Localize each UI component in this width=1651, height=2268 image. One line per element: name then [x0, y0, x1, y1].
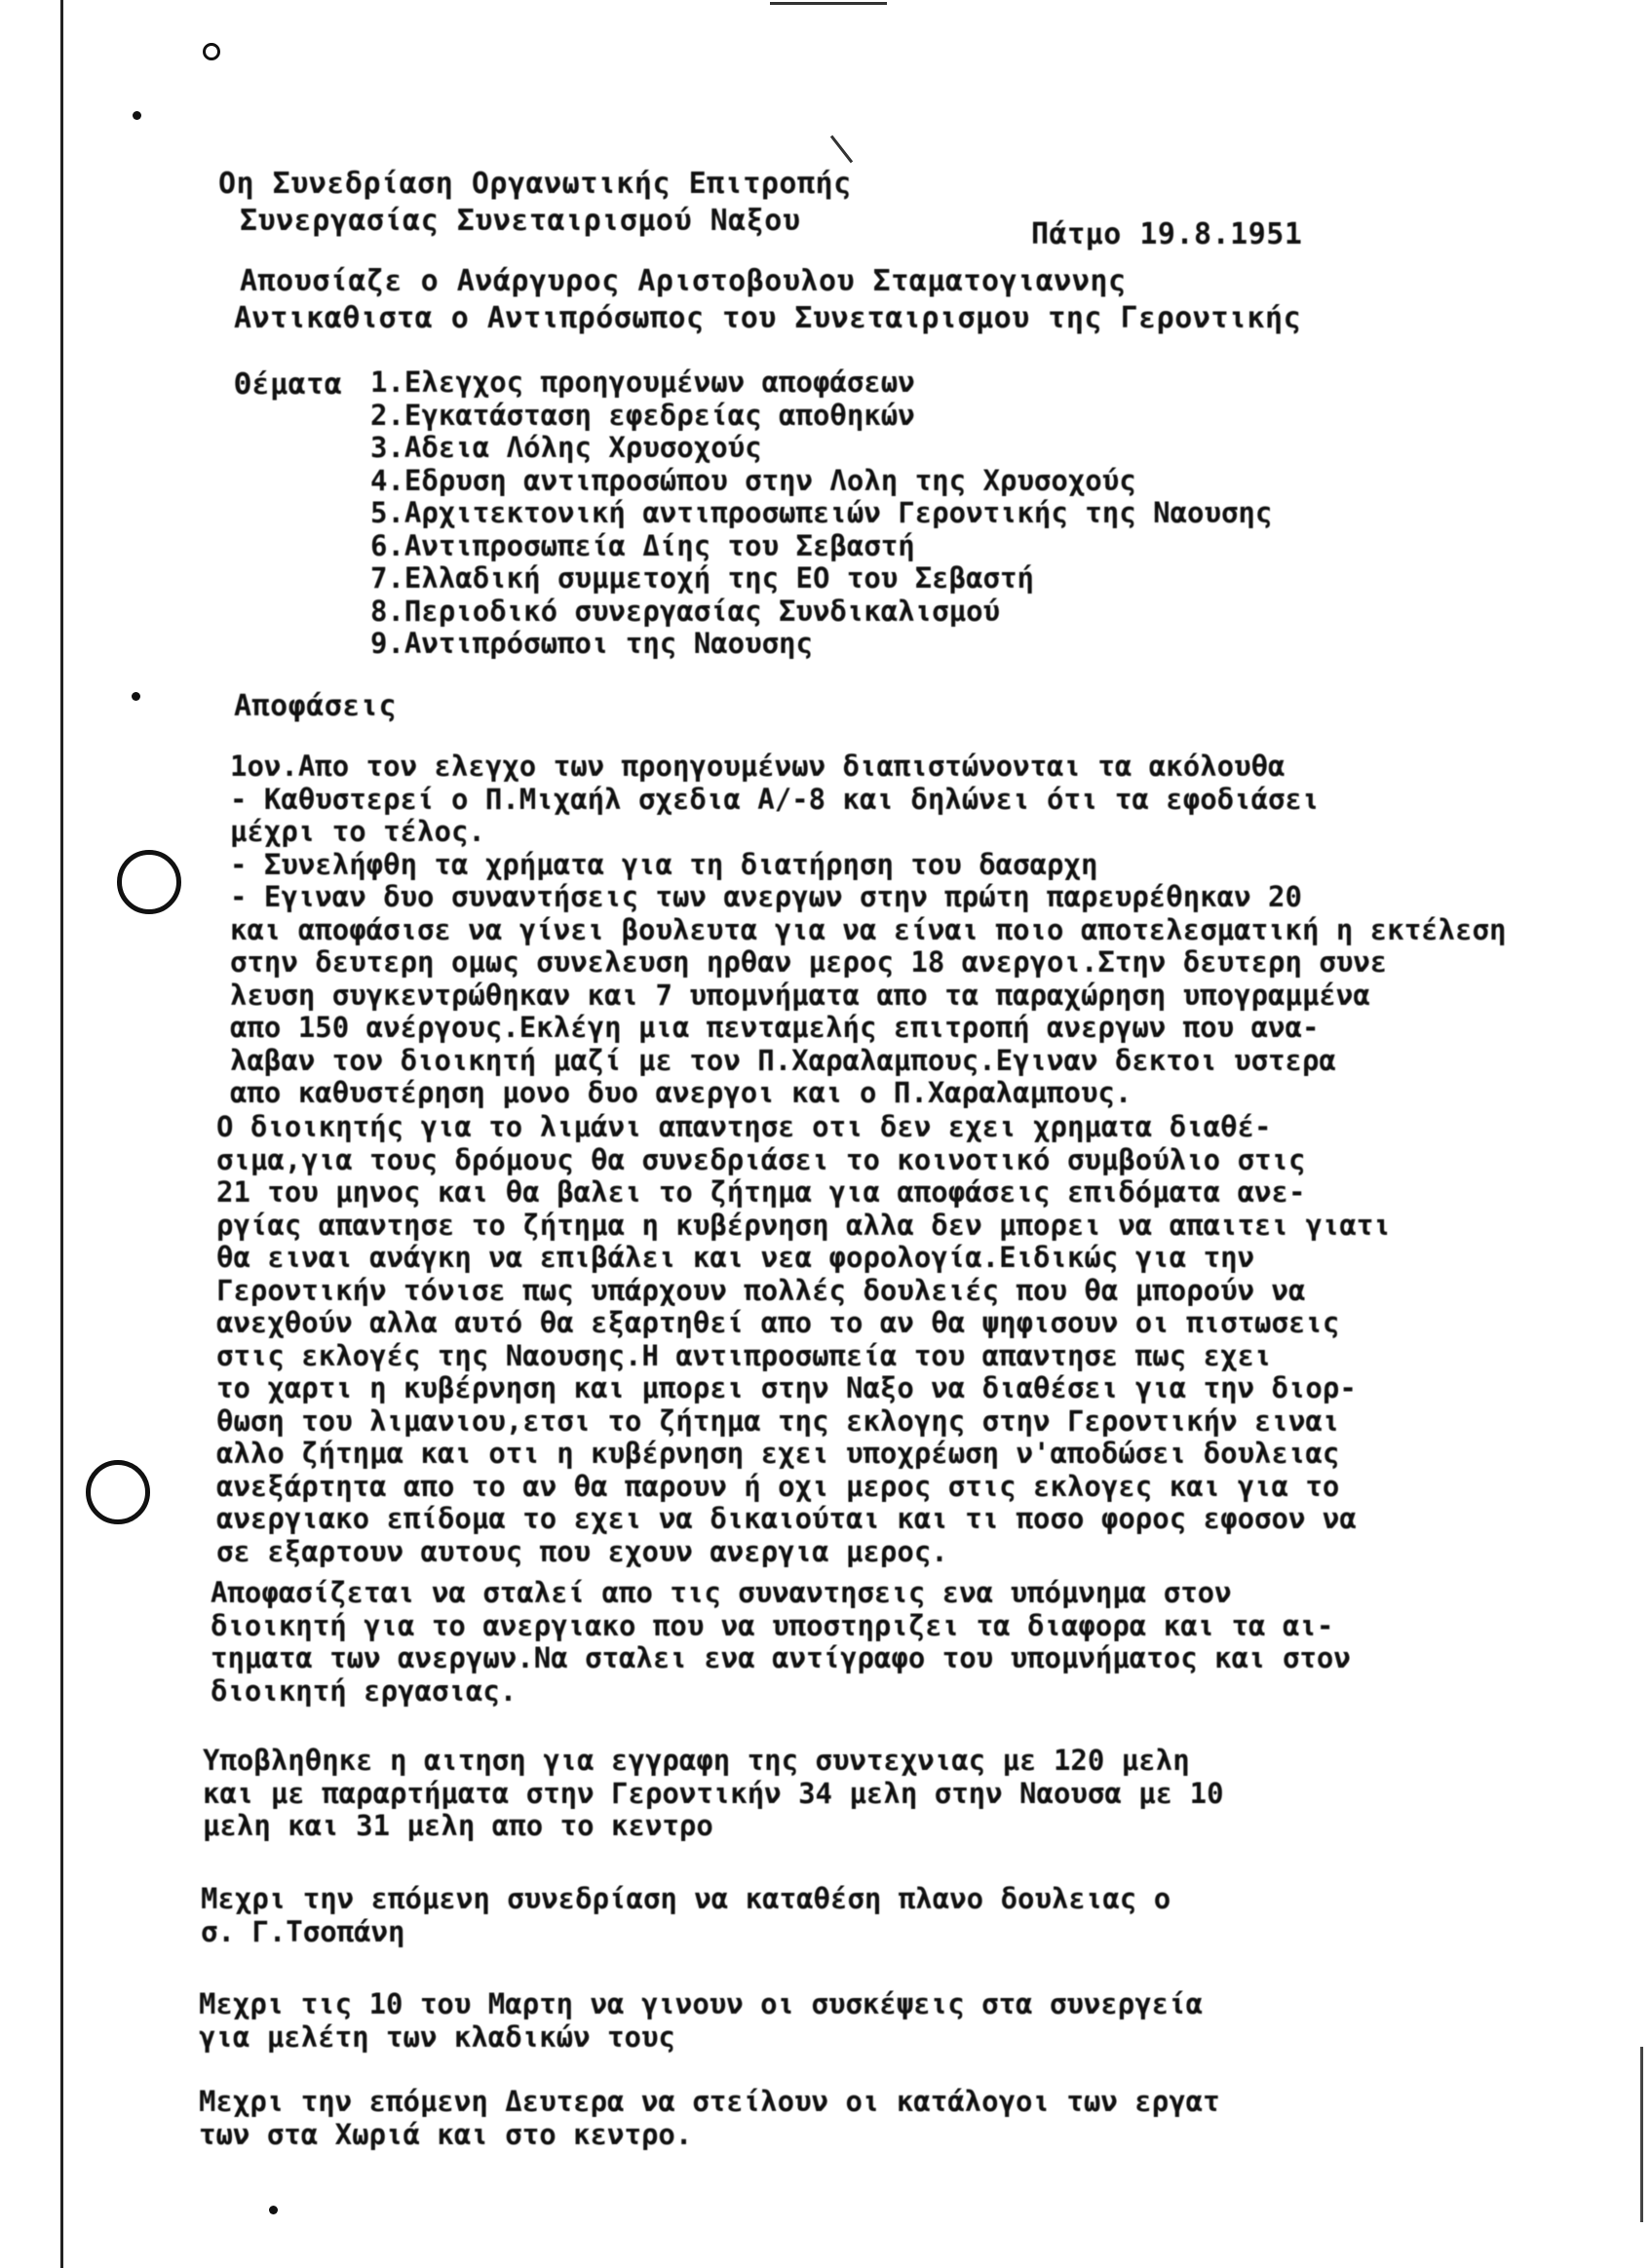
agenda-item: 1.Ελεγχος προηγουμένων αποφάσεων [370, 365, 915, 399]
text-line: σ. Γ.Τσοπάνη [201, 1914, 405, 1948]
text-line: 1ον.Απο τον ελεγχο των προηγουμένων διαπιστώνονται τα ακόλουθα [230, 750, 1286, 783]
attendees-line-1: Απουσίαζε ο Ανάργυρος Αριστοβουλου Σταματογιαννης [240, 264, 1127, 298]
text-line: - Συνελήφθη τα χρήματα για τη διατήρηση του δασαρχη [230, 847, 1098, 881]
text-line: αλλο ζήτημα και οτι η κυβέρνηση εχει υποχρέωση ν'αποδώσει δουλειας [216, 1437, 1340, 1470]
decision-paragraph-1 [230, 750, 1506, 1110]
agenda-item: 2.Εγκατάσταση εφεδρείας αποθηκών [370, 398, 915, 432]
text-line: Μεχρι την επόμενη Δευτερα να στείλουν οι κατάλογοι των εργατ [199, 2085, 1220, 2118]
text-line: διοικητή για το ανεργιακο που να υποστηριζει τα διαφορα και τα αι- [211, 1608, 1334, 1642]
text-line: στην δευτερη ομως συνελευση ηρθαν μερος 18 ανεργοι.Στην δευτερη συνε [230, 945, 1388, 979]
header-line-2: Συνεργασίας Συνεταιρισμού Ναξου [240, 204, 801, 238]
text-line: θωση του λιμανιου,ετσι το ζήτημα της εκλογης στην Γεροντικήν ειναι [216, 1403, 1340, 1438]
text-line: και αποφάσισε να γίνει βουλευτα για να είναι ποιο αποτελεσματική η εκτέλεση [230, 912, 1507, 946]
text-line: Μεχρι τις 10 του Μαρτη να γινουν οι συσκέψεις στα συνεργεία [199, 1987, 1204, 2020]
text-line: μέχρι το τέλος. [230, 815, 485, 848]
text-line: ανεξάρτητα απο το αν θα παρουν ή οχι μερος στις εκλογες και για το [216, 1469, 1340, 1503]
text-line: απο 150 ανέργους.Εκλέγη μια πενταμελής επιτροπή ανεργων που ανα- [230, 1011, 1320, 1044]
decision-paragraph-6 [199, 1988, 1203, 2054]
text-line: διοικητή εργασιας. [211, 1673, 518, 1708]
text-line: τηματα των ανεργων.Να σταλει ενα αντίγραφο του υπομνήματος και στον [211, 1641, 1351, 1674]
text-line: απο καθυστέρηση μονο δυο ανεργοι και ο Π.Χαραλαμπους. [230, 1076, 1133, 1109]
text-line: των στα Χωριά και στο κεντρο. [199, 2117, 693, 2151]
text-line: το χαρτι η κυβέρνηση και μπορει στην Ναξο να διαθέσει για την διορ- [216, 1371, 1357, 1404]
scan-speck [269, 2206, 278, 2214]
page-scan-top-mark [770, 2, 887, 5]
agenda-item: 5.Αρχιτεκτονική αντιπροσωπειών Γεροντικής της Ναουσης [370, 496, 1273, 529]
text-line: Γεροντικήν τόνισε πως υπάρχουν πολλές δουλειές που θα μπορούν να [216, 1273, 1306, 1307]
agenda-item: 8.Περιοδικό συνεργασίας Συνδικαλισμού [370, 594, 1001, 628]
text-line: λευση συγκεντρώθηκαν και 7 υπομνήματα απο τα παραχώρηση υπογραμμένα [230, 978, 1370, 1012]
text-line: μελη και 31 μελη απο το κεντρο [203, 1809, 713, 1842]
text-line: Υποβληθηκε η αιτηση για εγγραφη της συντεχνιας με 120 μελη [203, 1744, 1190, 1777]
scan-speck [132, 692, 140, 701]
scan-speck-ring [203, 43, 220, 60]
text-line: στις εκλογές της Ναουσης.Η αντιπροσωπεία του απαντησε πως εχει [216, 1338, 1272, 1372]
agenda-item: 9.Αντιπρόσωποι της Ναουσης [370, 627, 813, 660]
agenda-item: 4.Εδρυση αντιπροσώπου στην Λολη της Χρυσοχούς [370, 463, 1136, 497]
agenda-label: Θέματα [234, 367, 343, 402]
page-scan-edge [60, 0, 63, 2268]
page-scan-right-mark [1640, 2047, 1643, 2222]
decisions-label: Αποφάσεις [234, 689, 398, 723]
text-line: σε εξαρτουν αυτους που εχουν ανεργια μερος. [216, 1534, 948, 1568]
text-line: - Εγιναν δυο συναντήσεις των ανεργων στην πρώτη παρευρέθηκαν 20 [230, 880, 1302, 913]
binder-hole-top [117, 850, 181, 914]
text-line: θα ειναι ανάγκη να επιβάλει και νεα φορολογία.Ειδικώς για την [216, 1241, 1255, 1274]
decision-paragraph-5 [201, 1883, 1171, 1948]
decision-paragraph-2 [216, 1111, 1391, 1568]
scan-stroke-mark [830, 135, 853, 164]
text-line: για μελέτη των κλαδικών τους [199, 2019, 675, 2054]
text-line: - Καθυστερεί ο Π.Μιχαήλ σχεδια Α/-8 και δηλώνει ότι τα εφοδιάσει [230, 782, 1320, 816]
binder-hole-bottom [86, 1460, 150, 1524]
attendees-line-2: Αντικαθιστα ο Αντιπρόσωπος του Συνεταιρισμου της Γεροντικής [234, 301, 1302, 335]
agenda-item: 6.Αντιπροσωπεία Δίης του Σεβαστή [370, 528, 915, 562]
agenda-item: 7.Ελλαδική συμμετοχή της ΕΟ του Σεβαστή [370, 561, 1034, 595]
decision-paragraph-3 [211, 1577, 1351, 1708]
text-line: ανεχθούν αλλα αυτό θα εξαρτηθεί απο το αν θα ψηφισουν οι πιστωσεις [216, 1306, 1340, 1339]
text-line: Μεχρι την επόμενη συνεδρίαση να καταθέση πλανο δουλειας ο [201, 1882, 1171, 1915]
document-date: Πάτμο 19.8.1951 [1031, 217, 1303, 251]
scan-speck [133, 111, 141, 120]
header-line-1: Οη Συνεδρίαση Οργανωτικής Επιτροπής [218, 167, 852, 201]
decision-paragraph-4 [203, 1745, 1224, 1843]
text-line: Αποφασίζεται να σταλεί απο τις συναντησεις ενα υπόμνημα στον [211, 1576, 1232, 1609]
text-line: λαβαν τον διοικητή μαζί με τον Π.Χαραλαμπους.Εγιναν δεκτοι υστερα [230, 1043, 1336, 1077]
text-line: 21 του μηνος και θα βαλει το ζήτημα για αποφάσεις επιδόματα ανε- [216, 1175, 1306, 1209]
text-line: και με παραρτήματα στην Γεροντικήν 34 μελη στην Ναουσα με 10 [203, 1776, 1224, 1810]
decision-paragraph-7 [199, 2086, 1220, 2151]
text-line: ανεργιακο επίδομα το εχει να δικαιούται και τι ποσο φορος εφοσον να [216, 1502, 1357, 1535]
text-line: σιμα,για τους δρόμους θα συνεδριάσει το κοινοτικό συμβούλιο στις [216, 1142, 1306, 1176]
text-line: Ο διοικητής για το λιμάνι απαντησε οτι δεν εχει χρηματα διαθέ- [216, 1110, 1272, 1143]
agenda-item: 3.Αδεια Λόλης Χρυσοχούς [370, 431, 762, 464]
agenda-list [370, 366, 1272, 661]
text-line: ργίας απαντησε το ζήτημα η κυβέρνηση αλλα δεν μπορει να απαιτει γιατι [216, 1208, 1391, 1242]
